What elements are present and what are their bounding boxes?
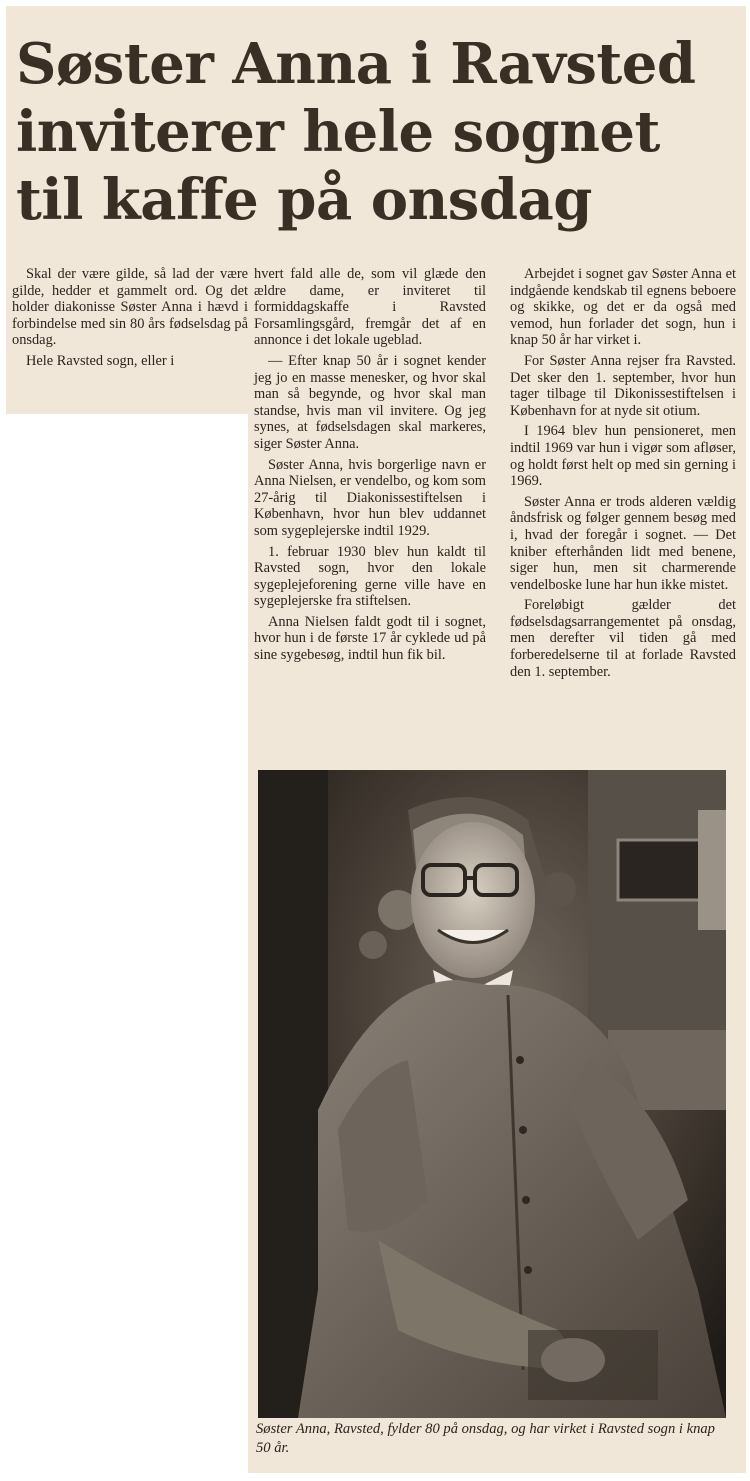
paragraph: Hele Ravsted sogn, eller i bbox=[26, 352, 175, 369]
headline-line-1: Søster Anna i Ravsted bbox=[16, 31, 696, 97]
article-column-2 bbox=[254, 266, 486, 664]
article-headline bbox=[16, 30, 736, 234]
paragraph: — Efter knap 50 år i sognet kender jeg jo en masse menesker, og hvor skal man så begynde, og hvor skal man standse, hvis man vil invitere. Og jeg synes, at fødselsdagen skal markeres, siger Søster Anna. bbox=[254, 352, 486, 452]
photo-caption: Søster Anna, Ravsted, fylder 80 på onsdag, og har virket i Ravsted sogn i knap 50 år. bbox=[256, 1421, 715, 1456]
headline-line-2: inviterer hele sognet bbox=[16, 99, 660, 165]
paragraph: Foreløbigt gælder det fødselsdagsarrangementet på onsdag, men derefter vil tiden gå med forberedelserne til at forlade Ravsted den 1. september. bbox=[510, 597, 736, 680]
paragraph: Anna Nielsen faldt godt til i sognet, hvor hun i de første 17 år cyklede ud på sine sygebesøg, indtil hun fik bil. bbox=[254, 613, 486, 664]
paragraph: 1. februar 1930 blev hun kaldt til Ravsted sogn, hvor den lokale sygeplejeforening gerne ville have en sygeplejerske fra stiftelsen. bbox=[254, 543, 486, 610]
paragraph: Søster Anna, hvis borgerlige navn er Anna Nielsen, er vendelbo, og kom som 27-årig til Diakonissestiftelsen i København, hvor hun blev uddannet som sygeplejerske indtil 1929. bbox=[254, 456, 486, 539]
paragraph: Skal der være gilde, så lad der være gilde, hedder et gammelt ord. Og det holder diakonisse Søster Anna i hævd i forbindelse med sin 80 års fødselsdag på onsdag. bbox=[12, 266, 248, 349]
portrait-photo bbox=[258, 770, 726, 1418]
paragraph: Arbejdet i sognet gav Søster Anna et indgående kendskab til egnens beboere og skikke, og det er da også med vemod, hun forlader det sogn, hun i knap 50 år har virket i. bbox=[510, 266, 736, 349]
article-column-1 bbox=[12, 266, 248, 370]
headline-line-3: til kaffe på onsdag bbox=[16, 167, 592, 233]
paragraph: hvert fald alle de, som vil glæde den ældre dame, er inviteret til formiddagskaffe i Ravsted Forsamlingsgård, fremgår det af en annonce i det lokale ugeblad. bbox=[254, 266, 486, 349]
paragraph: I 1964 blev hun pensioneret, men indtil 1969 var hun i vigør som afløser, og holdt først helt op med sin gerning i 1969. bbox=[510, 423, 736, 490]
paragraph: Søster Anna er trods alderen vældig åndsfrisk og følger gennem besøg med i, hvad der foregår i sognet. — Det kniber efterhånden lidt med benene, siger hun, men sit charmerende vendelboske lune har hun ikke mistet. bbox=[510, 493, 736, 593]
portrait-illustration bbox=[258, 770, 726, 1418]
article-column-3 bbox=[510, 266, 736, 680]
paragraph: For Søster Anna rejser fra Ravsted. Det sker den 1. september, hvor hun tager tilbage til Dikonissestiftelsen i København for at nyde sit otium. bbox=[510, 352, 736, 419]
